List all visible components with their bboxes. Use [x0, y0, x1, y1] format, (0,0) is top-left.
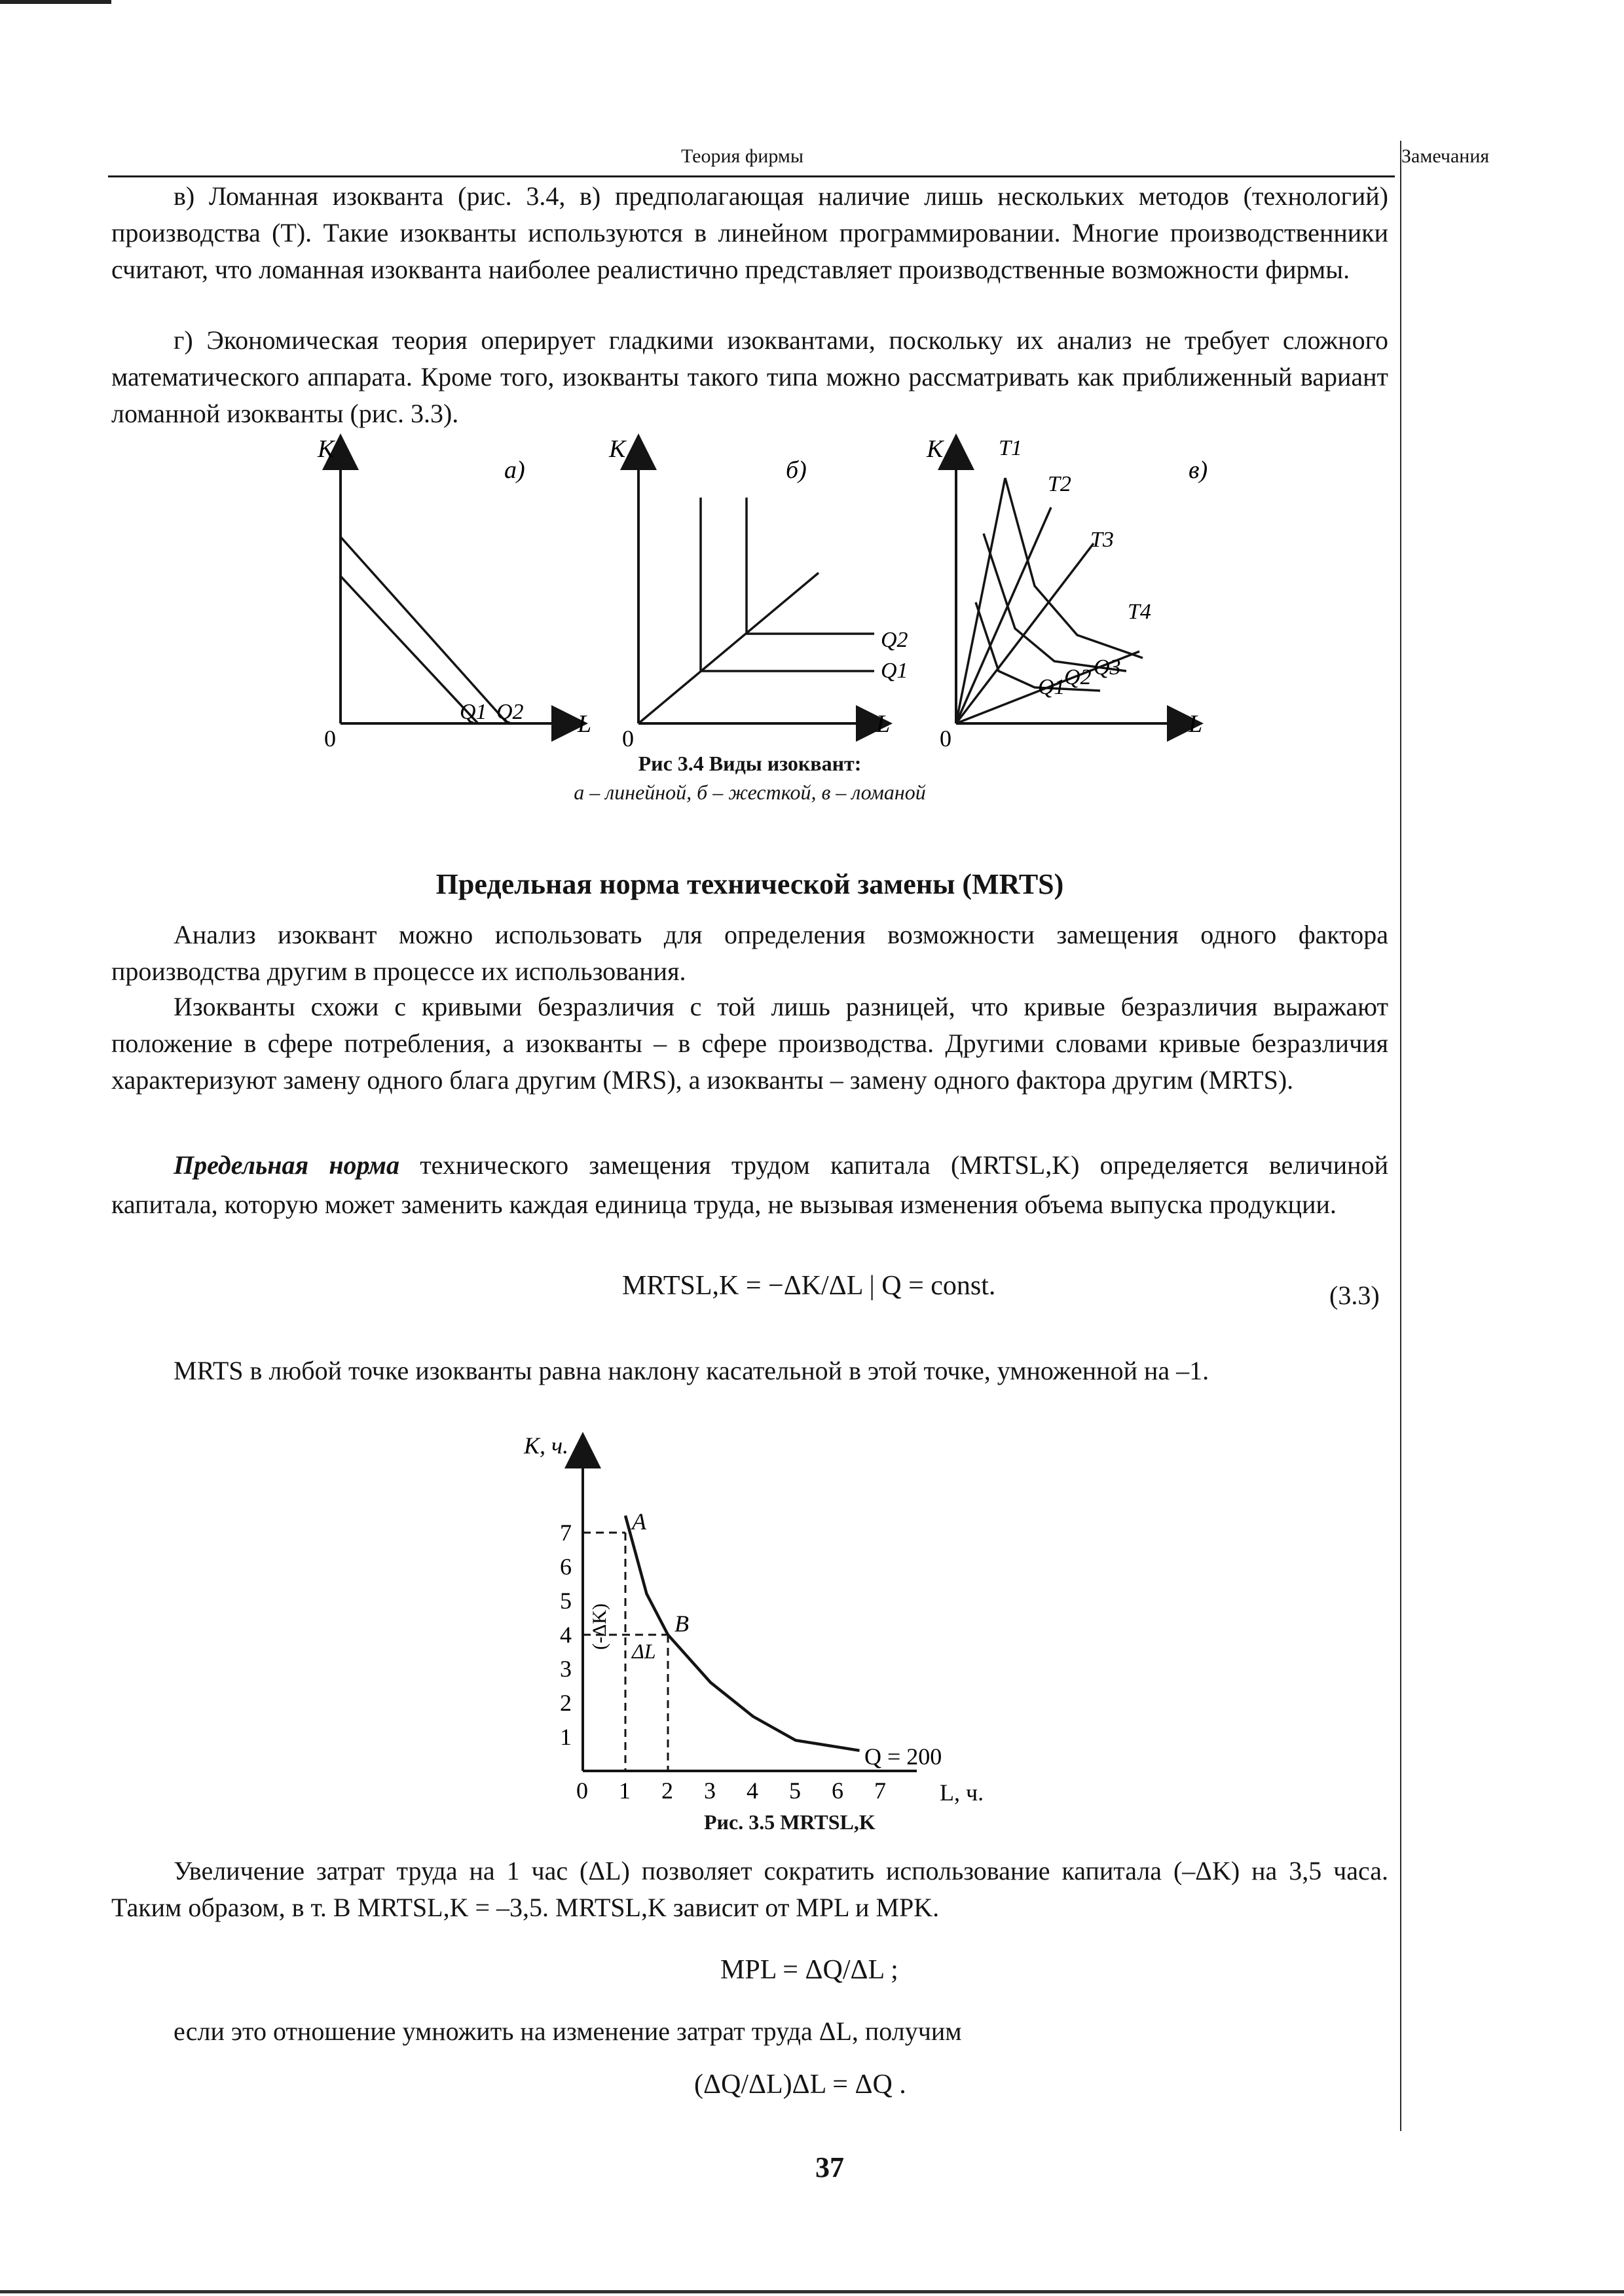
- paragraph-text: г) Экономическая теория оперирует гладкими изоквантами, поскольку их анализ не требует сложного математического аппарата. Кроме того, изокванты такого типа можно рассматривать как приближенный вариант ломанной изокванты (рис. 3.3).: [111, 325, 1388, 428]
- y-tick-label: 6: [560, 1554, 572, 1580]
- q2-label: Q2: [496, 700, 524, 724]
- x-tick-label: 4: [747, 1777, 758, 1804]
- curve-label: Q = 200: [864, 1743, 942, 1770]
- figure-3-5-mrts-chart: [511, 1424, 1035, 1817]
- axis-k-label: K: [927, 435, 944, 463]
- t3-label: T3: [1090, 528, 1114, 552]
- scan-edge-bottom: [0, 2290, 1624, 2293]
- paragraph-smooth-isoquant: [111, 322, 1388, 432]
- point-b-label: B: [674, 1611, 689, 1637]
- isoquant-q2-line: [341, 576, 478, 723]
- origin-label: 0: [324, 725, 336, 752]
- x-tick-label: 1: [619, 1777, 631, 1804]
- y-tick-label: 2: [560, 1690, 572, 1716]
- margin-notes-header: Замечания: [1401, 145, 1490, 167]
- formula-text: MRTSL,K = −ΔK/ΔL | Q = const.: [622, 1271, 996, 1301]
- paragraph-text: технического замещения трудом капитала (MRTSL,K) определяется величиной капитала, которую может заменить каждая единица труда, не вызывая изменения объема выпуска продукции.: [111, 1150, 1388, 1219]
- q2-label: Q2: [881, 628, 908, 652]
- running-header-title: Теория фирмы: [681, 145, 804, 167]
- formula-number: (3.3): [1329, 1281, 1380, 1310]
- y-tick-label: 4: [560, 1622, 572, 1648]
- isoquant-curve: [625, 1516, 860, 1751]
- panel-label: а): [504, 456, 525, 484]
- t4-label: T4: [1128, 600, 1151, 624]
- x-tick-label: 7: [874, 1777, 886, 1804]
- y-axis-label: K, ч.: [524, 1432, 569, 1459]
- panel-label: б): [786, 456, 807, 484]
- t2-label: T2: [1048, 472, 1071, 496]
- y-tick-label: 7: [560, 1520, 572, 1546]
- q1-label: Q1: [881, 659, 908, 683]
- q3-label: Q3: [1094, 655, 1121, 680]
- figure-3-4-isoquant-types: [288, 426, 1244, 753]
- x-axis-label: L, ч.: [940, 1779, 984, 1806]
- formula-3-3: [622, 1270, 995, 1302]
- page-number: 37: [815, 2151, 844, 2183]
- axis-k-label: K: [609, 435, 626, 463]
- q1-label: Q1: [460, 700, 487, 724]
- point-a-label: A: [632, 1508, 646, 1535]
- header-rule: [108, 175, 1395, 177]
- y-tick-label: 5: [560, 1588, 572, 1614]
- origin-label: 0: [622, 725, 634, 752]
- panel-a-linear: [317, 435, 591, 752]
- paragraph-text: Увеличение затрат труда на 1 час (ΔL) позволяет сократить использование капитала (–ΔK) на 3,5 часа. Таким образом, в т. B MRTSL,K = –3,5. MRTSL,K зависит от MPL и MPK.: [111, 1856, 1388, 1922]
- x-tick-label: 5: [789, 1777, 801, 1804]
- isoquant-q1-line: [341, 537, 507, 723]
- scan-edge-top: [0, 0, 111, 4]
- panel-b-rigid: [608, 435, 908, 752]
- panel-label: в): [1189, 456, 1208, 484]
- paragraph-text: Изокванты схожи с кривыми безразличия с той лишь разницей, что кривые безразличия выражают положение в сфере потребления, а изокванты – в сфере производства. Другими словами кривые безразличия характеризуют замену одного блага другим (MRS), а изокванты – замену одного фактора другим (MRTS).: [111, 992, 1388, 1095]
- section-title: Предельная норма технической замены (MRTS): [435, 868, 1064, 900]
- axis-l-label: L: [578, 710, 592, 738]
- formula-final: (ΔQ/ΔL)ΔL = ΔQ .: [694, 2069, 906, 2100]
- paragraph-text: если это отношение умножить на изменение затрат труда ΔL, получим: [174, 2016, 962, 2046]
- axis-l-label: L: [876, 710, 891, 738]
- q2-label: Q2: [1064, 665, 1092, 689]
- paragraph-isoquant-analysis: [111, 917, 1388, 990]
- figure-3-4-caption-title: Рис 3.4 Виды изоквант:: [638, 752, 862, 775]
- paragraph-labor-increase: [111, 1853, 1388, 1926]
- q1-label: Q1: [1038, 675, 1065, 699]
- paragraph-mrts-definition: [111, 1146, 1388, 1224]
- paragraph-indifference-comparison: [111, 989, 1388, 1099]
- x-tick-label: 0: [576, 1777, 588, 1804]
- paragraph-text: в) Ломанная изокванта (рис. 3.4, в) предполагающая наличие лишь нескольких методов (технологий) производства (T). Такие изокванты используются в линейном программировании. Многие производственники считают, что ломанная изокванта наиболее реалистично представляет производственные возможности фирмы.: [111, 181, 1388, 284]
- axis-l-label: L: [1189, 710, 1203, 738]
- paragraph-multiply: [111, 2013, 1388, 2050]
- figure-3-4-caption-sub: а – линейной, б – жесткой, в – ломаной: [574, 780, 926, 804]
- term-marginal-rate: Предельная норма: [174, 1150, 399, 1180]
- formula-marginal-product: MPL = ΔQ/ΔL ;: [720, 1955, 898, 1985]
- delta-l-label: ΔL: [632, 1639, 656, 1663]
- paragraph-text: MRTS в любой точке изокванты равна наклону касательной в этой точке, умноженной на –1.: [174, 1356, 1209, 1385]
- paragraph-mrts-slope: [111, 1352, 1388, 1390]
- ray-t1: [956, 478, 1005, 723]
- tick-labels: [560, 1520, 886, 1804]
- paragraph-text: Анализ изоквант можно использовать для определения возможности замещения одного фактора производства другим в процессе их использования.: [111, 920, 1388, 986]
- y-tick-label: 3: [560, 1656, 572, 1682]
- x-tick-label: 2: [661, 1777, 673, 1804]
- margin-rule: [1400, 141, 1401, 2131]
- t1-label: T1: [999, 436, 1022, 460]
- figure-3-5-caption: Рис. 3.5 MRTSL,K: [704, 1810, 876, 1834]
- x-tick-label: 6: [832, 1777, 843, 1804]
- x-tick-label: 3: [704, 1777, 716, 1804]
- origin-label: 0: [940, 725, 951, 752]
- panel-c-broken: [926, 435, 1208, 752]
- paragraph-broken-isoquant: [111, 178, 1388, 288]
- axis-k-label: K: [318, 435, 335, 463]
- y-tick-label: 1: [560, 1724, 572, 1750]
- delta-k-label: (-ΔK): [589, 1603, 610, 1650]
